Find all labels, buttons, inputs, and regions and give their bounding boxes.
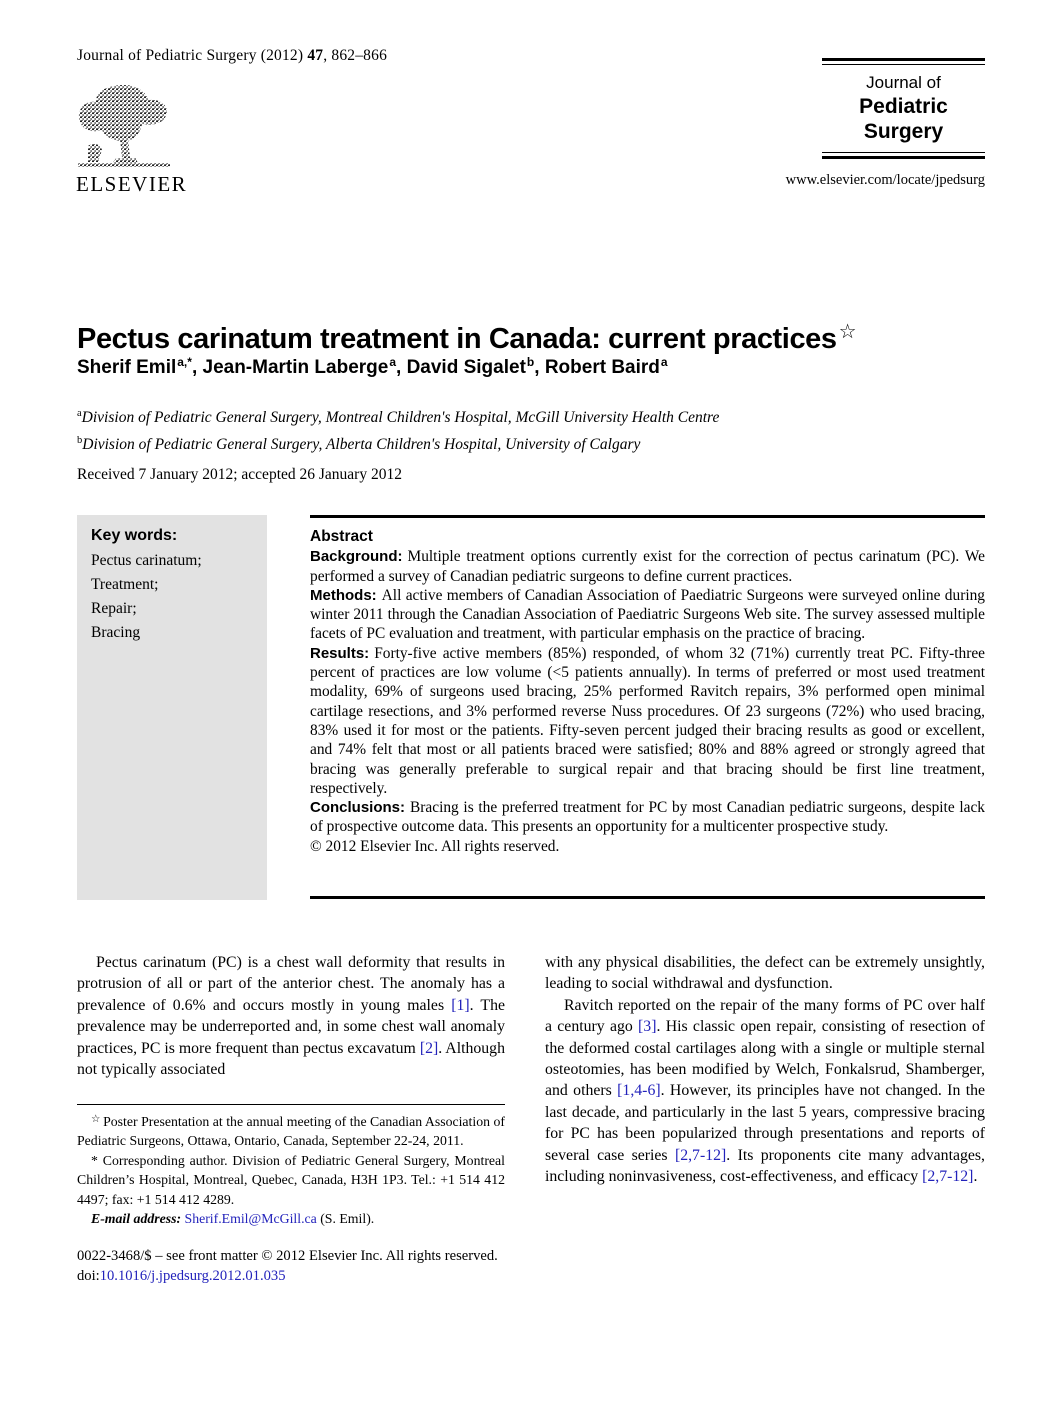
keyword-item: Repair; — [91, 600, 137, 617]
citation-link[interactable]: [2] — [419, 1039, 439, 1057]
author — [545, 357, 668, 378]
footnotes — [77, 1110, 505, 1228]
journal-citation-line — [77, 47, 387, 65]
abstract-section-text: All active members of Canadian Association of Paediatric Surgeons were surveyed online during winter 2011 through the Canadian Association of Paediatric Surgeons Web site. The survey assessed multiple facets of PC evaluation and treatment, with particular emphasis on the practice of bracing. — [310, 586, 985, 643]
body-paragraph — [77, 952, 505, 1080]
citation-link[interactable]: Sherif.Emil@McGill.ca — [184, 1211, 317, 1227]
abstract — [310, 527, 985, 856]
affiliation-text: Division of Pediatric General Surgery, Montreal Children's Hospital, McGill University Health Centre — [81, 409, 720, 427]
body-column-right — [545, 952, 985, 1187]
text-segment: Pectus carinatum (PC) is a chest wall deformity that results in protrusion of all or part of the anterior chest. The anomaly has a prevalence of 0.6% and occurs mostly in young males — [77, 954, 505, 1014]
doi-label: doi: — [77, 1268, 100, 1284]
citation-link[interactable]: [2,7-12] — [674, 1146, 727, 1164]
author — [203, 357, 407, 378]
affiliation-text: Division of Pediatric General Surgery, Alberta Children's Hospital, University of Calgary — [82, 436, 641, 454]
footnote-separator-rule — [77, 1104, 505, 1105]
abstract-section — [310, 586, 985, 644]
citation-link[interactable]: [3] — [638, 1018, 657, 1036]
author-separator: , — [396, 357, 407, 379]
author — [77, 357, 203, 378]
citation-link[interactable]: [1] — [451, 996, 470, 1014]
footnote — [77, 1110, 505, 1151]
journal-name-line3: Surgery — [863, 120, 944, 143]
abstract-section-label: Background: — [310, 548, 403, 566]
text-segment: . Its proponents cite many advantages, including noninvasiveness, cost-effectiveness, and efficacy — [545, 1146, 985, 1186]
abstract-bottom-rule — [310, 896, 985, 899]
text-segment: Journal of Pediatric Surgery (2012) — [77, 47, 308, 64]
footnote — [77, 1209, 505, 1228]
keywords-list — [91, 549, 253, 645]
elsevier-logo — [76, 84, 188, 197]
article-title — [77, 319, 997, 356]
text-segment: . Although not typically associated — [77, 1039, 505, 1079]
abstract-section-text: Bracing is the preferred treatment for PC by most Canadian pediatric surgeons, despite lack of prospective outcome data. This presents an opportunity for a multicenter prospective study. — [310, 799, 985, 836]
elsevier-wordmark: ELSEVIER — [76, 172, 188, 196]
abstract-section-label: Methods: — [310, 586, 377, 604]
text-segment: . — [973, 1168, 978, 1186]
citation-link[interactable]: [2,7-12] — [922, 1168, 974, 1186]
journal-name-box — [822, 58, 985, 159]
body-column-left — [77, 952, 505, 1080]
keyword-item: Pectus carinatum; — [91, 552, 202, 569]
text-segment: ☆ — [91, 1114, 104, 1125]
journal-homepage-url: www.elsevier.com/locate/jpedsurg — [785, 172, 985, 188]
text-segment: . However, its principles have not changed. In the last decade, and particularly in the last 5 years, compressive bracing for PC has been popularized through presentations and reports of several case series — [545, 1082, 986, 1164]
author-name: Sherif Emil — [77, 357, 177, 379]
text-segment: E-mail address: — [91, 1211, 185, 1227]
journal-name-line2: Pediatric — [859, 95, 948, 118]
body-paragraph — [545, 995, 985, 1188]
doi-line — [77, 1266, 577, 1286]
received-accepted-line: Received 7 January 2012; accepted 26 January 2012 — [77, 466, 402, 483]
abstract-section — [310, 547, 985, 586]
author-name: Robert Baird — [544, 357, 660, 379]
author — [407, 357, 545, 378]
text-segment: , 862–866 — [323, 47, 388, 64]
abstract-section-text: Forty-five active members (85%) responded, of whom 32 (71%) currently treat PC. Fifty-three percent of practices are low volume (<5 patients annually). In terms of preferred or most used treatment modality, 69% of surgeons used bracing, 25% performed Ravitch repairs, 3% performed open minimal cartilage resections, and 3% performed reverse Nuss procedures. Of 23 surgeons (72%) who used bracing, 83% used it for most or the patients. Fifty-seven percent judged their bracing results as good or excellent, and 74% felt that most or all patients braced were satisfied; 80% and 88% agreed or strongly agreed that bracing was generally preferable to surgical repair and that bracing should be first line treatment, respectively. — [310, 644, 985, 797]
text-segment: Poster Presentation at the annual meeting of the Canadian Association of Pediatric Surgeons, Ottawa, Ontario, Canada, September 22-24, 2011. — [77, 1114, 505, 1149]
author-separator: , — [534, 357, 545, 379]
author-affiliation-mark: a — [660, 355, 668, 369]
elsevier-tree-icon — [76, 84, 172, 170]
affiliation-mark: a — [77, 408, 82, 419]
footnote — [77, 1151, 505, 1209]
journal-box-rule — [822, 64, 985, 65]
text-segment: . The prevalence may be underreported and, in some chest wall anomaly practices, PC is more frequent than pectus excavatum — [77, 996, 505, 1057]
abstract-sections — [310, 547, 985, 836]
article-title-text: Pectus carinatum treatment in Canada: current practices — [77, 323, 837, 356]
text-segment: with any physical disabilities, the defect can be extremely unsightly, leading to social withdrawal and dysfunction. — [545, 954, 985, 993]
abstract-heading: Abstract — [310, 528, 373, 545]
author-affiliation-mark: a,* — [177, 355, 192, 369]
abstract-section-text: Multiple treatment options currently exist for the correction of pectus carinatum (PC). We performed a survey of Canadian pediatric surgeons to define current practices. — [310, 548, 985, 585]
page-footer — [77, 1246, 577, 1286]
keywords-box — [77, 515, 267, 900]
journal-box-rule — [822, 58, 985, 61]
text-segment: * Corresponding author. Division of Pediatric General Surgery, Montreal Children’s Hospital, Montreal, Quebec, Canada, H3H 1P3. Tel.: +1 514 412 4497; fax: +1 514 412 4289. — [77, 1152, 505, 1207]
text-segment: Ravitch reported on the repair of the many forms of PC over half a century ago — [545, 996, 985, 1036]
author-name: Jean-Martin Laberge — [202, 357, 389, 379]
keyword-item: Bracing — [91, 624, 141, 641]
keywords-heading: Key words: — [91, 527, 178, 544]
title-footnote-star-icon: ☆ — [838, 321, 857, 344]
affiliation-mark: b — [77, 435, 83, 447]
journal-name-line1: Journal of — [866, 73, 941, 92]
text-segment: 47 — [307, 47, 324, 64]
body-paragraph — [545, 952, 985, 995]
citation-link[interactable]: [1,4-6] — [617, 1082, 661, 1100]
abstract-top-rule — [310, 515, 985, 518]
author-name: David Sigalet — [406, 357, 526, 379]
author-affiliation-mark: a — [389, 355, 397, 369]
author-affiliation-mark: b — [526, 355, 535, 369]
doi-link[interactable]: 10.1016/j.jpedsurg.2012.01.035 — [99, 1268, 286, 1284]
author-separator: , — [191, 357, 203, 379]
text-segment: (S. Emil). — [316, 1211, 375, 1227]
abstract-section-label: Conclusions: — [310, 799, 406, 817]
abstract-section — [310, 644, 985, 798]
keyword-item: Treatment; — [91, 576, 159, 593]
affiliation-list — [77, 402, 719, 456]
issn-copyright-line: 0022-3468/$ – see front matter © 2012 Elsevier Inc. All rights reserved. — [77, 1248, 498, 1264]
author-list — [77, 355, 977, 379]
affiliation — [77, 402, 719, 429]
abstract-copyright: © 2012 Elsevier Inc. All rights reserved. — [310, 837, 560, 855]
abstract-section-label: Results: — [310, 644, 370, 662]
journal-box-rule — [822, 156, 985, 159]
affiliation — [77, 429, 719, 456]
abstract-section — [310, 798, 985, 837]
journal-box-rule — [822, 152, 985, 153]
text-segment: . His classic open repair, consisting of resection of the deformed costal cartilages along with a single or multiple sternal osteotomies, has been modified by Welch, Fonkalsrud, Shamberger, and others — [545, 1018, 985, 1100]
